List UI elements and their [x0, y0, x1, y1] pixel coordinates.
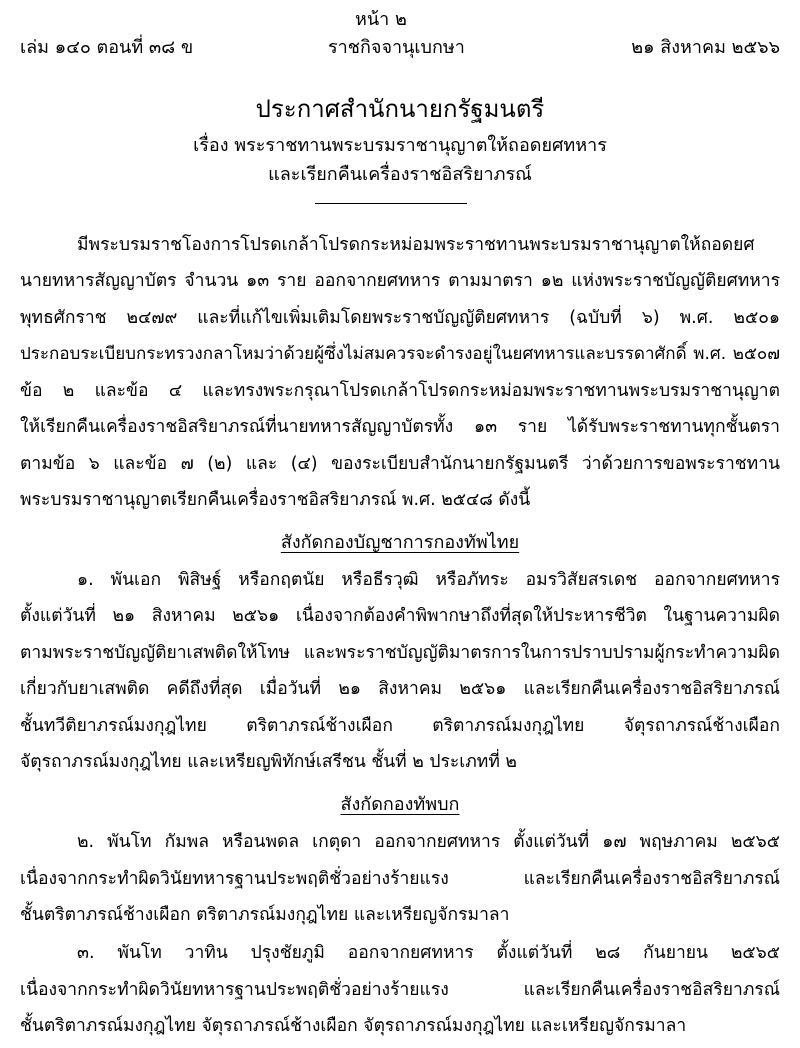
item1-line: ชั้นทวีติยาภรณ์มงกุฎไทย ตริตาภรณ์ช้างเผือก ตริตาภรณ์มงกุฎไทย จัตุรถาภรณ์ช้างเผือก	[20, 716, 780, 736]
intro-line: นายทหารสัญญาบัตร จำนวน ๑๓ ราย ออกจากยศทหาร ตามมาตรา ๑๒ แห่งพระราชบัญญัติยศทหาร	[20, 271, 780, 291]
intro-line: พระบรมราชานุญาตเรียกคืนเครื่องราชอิสริยาภรณ์ พ.ศ. ๒๕๔๘ ดังนี้	[20, 490, 531, 510]
item2-line: ชั้นตริตาภรณ์ช้างเผือก ตริตาภรณ์มงกุฎไทย และเหรียญจักรมาลา	[20, 905, 510, 925]
item3-line: ชั้นตริตาภรณ์มงกุฎไทย จัตุรถาภรณ์ช้างเผือก จัตุรถาภรณ์มงกุฎไทย และเหรียญจักรมาลา	[20, 1016, 687, 1036]
item1-line: ๑. พันเอก พิสิษฐ์ หรือกฤตนัย หรือธีรวุฒิ หรือภัทระ อมรวิสัยสรเดช ออกจากยศทหาร	[77, 570, 780, 590]
item2-line: เนื่องจากกระทำผิดวินัยทหารฐานประพฤติชั่วอย่างร้ายแรง และเรียกคืนเครื่องราชอิสริยาภรณ์	[20, 869, 780, 889]
intro-line: ให้เรียกคืนเครื่องราชอิสริยาภรณ์ที่นายทหารสัญญาบัตรทั้ง ๑๓ ราย ได้รับพระราชทานทุกชั้นตรา	[20, 417, 780, 437]
item2-line: ๒. พันโท กัมพล หรือนพดล เกตุดา ออกจากยศทหาร ตั้งแต่วันที่ ๑๗ พฤษภาคม ๒๕๖๕	[77, 832, 780, 852]
item3-line: ๓. พันโท วาทิน ปรุงชัยภูมิ ออกจากยศทหาร ตั้งแต่วันที่ ๒๘ กันยายน ๒๕๖๕	[77, 943, 780, 963]
intro-line: มีพระบรมราชโองการโปรดเกล้าโปรดกระหม่อมพระราชทานพระบรมราชานุญาตให้ถอดยศ	[77, 235, 755, 255]
page-number: หน้า ๒	[355, 9, 407, 30]
gazette-date: ๒๑ สิงหาคม ๒๕๖๖	[631, 37, 780, 58]
intro-line: ตามข้อ ๖ และข้อ ๗ (๒) และ (๔) ของระเบียบสำนักนายกรัฐมนตรี ว่าด้วยการขอพระราชทาน	[20, 454, 780, 474]
item1-line: ตามพระราชบัญญัติยาเสพติดให้โทษ และพระราชบัญญัติมาตรการในการปราบปรามผู้กระทำความผิด	[20, 643, 780, 663]
volume-info: เล่ม ๑๔๐ ตอนที่ ๓๘ ข	[20, 37, 194, 58]
intro-line: ข้อ ๒ และข้อ ๔ และทรงพระกรุณาโปรดเกล้าโปรดกระหม่อมพระราชทานพระบรมราชานุญาต	[20, 381, 780, 401]
announcement-title: ประกาศสำนักนายกรัฐมนตรี	[255, 95, 545, 123]
item1-line: จัตุรถาภรณ์มงกุฎไทย และเหรียญพิทักษ์เสรีชน ชั้นที่ ๒ ประเภทที่ ๒	[20, 752, 517, 772]
section-heading-army: สังกัดกองทัพบก	[340, 794, 460, 815]
section-heading-armed-forces: สังกัดกองบัญชาการกองทัพไทย	[280, 532, 520, 553]
announcement-subject-line1: เรื่อง พระราชทานพระบรมราชานุญาตให้ถอดยศทหาร	[193, 135, 607, 156]
intro-line: ประกอบระเบียบกระทรวงกลาโหมว่าด้วยผู้ซึ่งไม่สมควรจะดำรงอยู่ในยศทหารและบรรดาศักดิ์ พ.ศ. ๒๕๐๗	[20, 344, 780, 364]
item1-line: เกี่ยวกับยาเสพติด คดีถึงที่สุด เมื่อวันที่ ๒๑ สิงหาคม ๒๕๖๑ และเรียกคืนเครื่องราชอิสริยาภรณ์	[20, 679, 780, 699]
announcement-subject-line2: และเรียกคืนเครื่องราชอิสริยาภรณ์	[268, 164, 532, 185]
item3-line: เนื่องจากกระทำผิดวินัยทหารฐานประพฤติชั่วอย่างร้ายแรง และเรียกคืนเครื่องราชอิสริยาภรณ์	[20, 980, 780, 1000]
item1-line: ตั้งแต่วันที่ ๒๑ สิงหาคม ๒๕๖๑ เนื่องจากต้องคำพิพากษาถึงที่สุดให้ประหารชีวิต ในฐานความผิด	[20, 606, 780, 626]
gazette-name: ราชกิจจานุเบกษา	[328, 37, 465, 58]
title-divider	[315, 203, 467, 204]
intro-line: พุทธศักราช ๒๔๗๙ และที่แก้ไขเพิ่มเติมโดยพระราชบัญญัติยศทหาร (ฉบับที่ ๖) พ.ศ. ๒๕๐๑	[20, 308, 780, 328]
